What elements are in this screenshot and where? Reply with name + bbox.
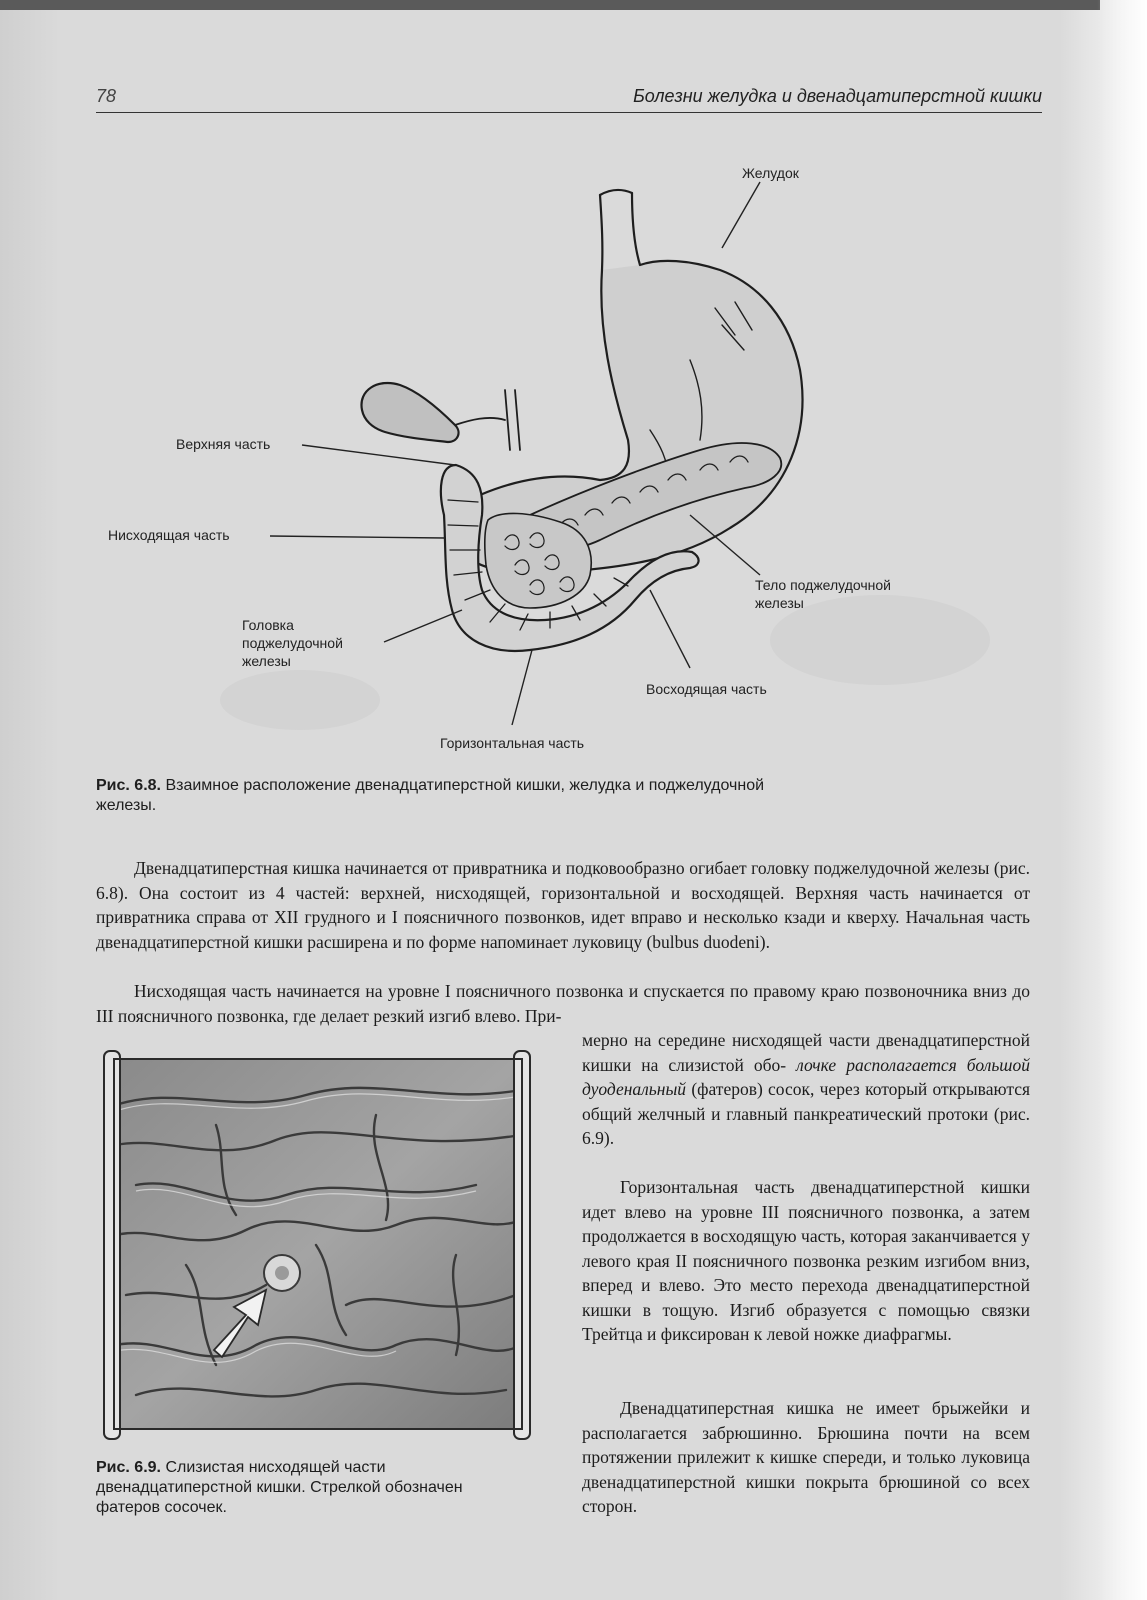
figure-6-9-caption — [96, 1458, 476, 1518]
label-upper-part: Верхняя часть — [176, 436, 271, 452]
paragraph-1: Двенадцатиперстная кишка начинается от привратника и подковообразно огибает головку поджелудочной железы (рис. 6.8). Она состоит из 4 частей: верхней, нисходящей, горизонтальной и восходящей. Верхняя часть начинается от привратника справа от XII грудного и I поясничного позвонков, идет вправо и несколько кзади и кверху. Начальная часть двенадцатиперстной кишки расширена и по форме напоминает луковицу (bulbus duodeni). — [96, 858, 1030, 952]
label-descending-part: Нисходящая часть — [108, 527, 230, 543]
figure-6-8-caption-text-2: железы. — [96, 797, 157, 814]
paragraph-2-continued-c: (фатеров) сосок, через который открываются общий желчный и главный панкреатический протоки (рис. 6.9). — [582, 1079, 1031, 1148]
figure-6-8-illustration — [0, 120, 1147, 760]
figure-6-8-caption-text: Взаимное расположение двенадцатиперстной кишки, желудка и поджелудочной — [165, 777, 765, 794]
figure-6-8-caption-number: Рис. 6.8. — [96, 777, 161, 794]
label-pancreas-body-line1: Тело поджелудочной — [755, 577, 891, 593]
paragraph-2-continued — [582, 1028, 1030, 1151]
label-pancreas-head-line3: железы — [242, 653, 291, 669]
label-pancreas-head-line1: Головка — [242, 617, 294, 633]
label-pancreas-body — [755, 576, 891, 612]
label-pancreas-head — [242, 616, 343, 670]
label-ascending-part: Восходящая часть — [646, 681, 767, 697]
paragraph-4: Двенадцатиперстная кишка не имеет брыжейки и располагается забрюшинно. Брюшина почти на всем протяжении прилежит к кишке спереди, и только луковица двенадцатиперстной кишки покрыта брюшиной со всех сторон. — [582, 1398, 1030, 1516]
gallbladder — [361, 383, 458, 442]
label-stomach: Желудок — [742, 165, 799, 181]
label-horizontal-part: Горизонтальная часть — [440, 735, 585, 751]
paragraph-2-continued-italic: лочке располагается большой дуоденальный — [582, 1054, 1030, 1099]
figure-6-9-illustration — [96, 1045, 546, 1445]
label-pancreas-body-line2: железы — [755, 595, 804, 611]
running-title: Болезни желудка и двенадцатиперстной кишки — [633, 86, 1042, 106]
page-header — [96, 84, 1042, 113]
figure-6-9-caption-text: Слизистая нисходящей части двенадцатиперстной кишки. Стрелкой обозначен фатеров сосочек. — [96, 1459, 463, 1516]
paragraph-2: Нисходящая часть начинается на уровне I поясничного позвонка и спускается по правому краю позвоночника вниз до III поясничного позвонка, где делает резкий изгиб влево. При- — [96, 981, 1030, 1026]
page-number: 78 — [96, 86, 117, 106]
figure-6-9-caption-number: Рис. 6.9. — [96, 1459, 161, 1476]
esophagus — [600, 195, 602, 270]
label-pancreas-head-line2: поджелудочной — [242, 635, 343, 651]
figure-6-8-caption — [96, 776, 1036, 816]
scan-edge — [0, 0, 1100, 10]
paragraph-2-continued-a: мерно на середине нисходящей части двенадцатиперстной кишки на слизистой обо- — [582, 1030, 1030, 1075]
paragraph-3: Горизонтальная часть двенадцатиперстной кишки идет влево на уровне III поясничного позвонка, а затем продолжается в восходящую часть, которая заканчивается у левого края II поясничного позвонка резким изгибом вниз, вперед и влево. Это место перехода двенадцатиперстной кишки в тощую. Изгиб образуется с помощью связки Трейтца и фиксирован к левой ножке диафрагмы. — [582, 1177, 1030, 1344]
